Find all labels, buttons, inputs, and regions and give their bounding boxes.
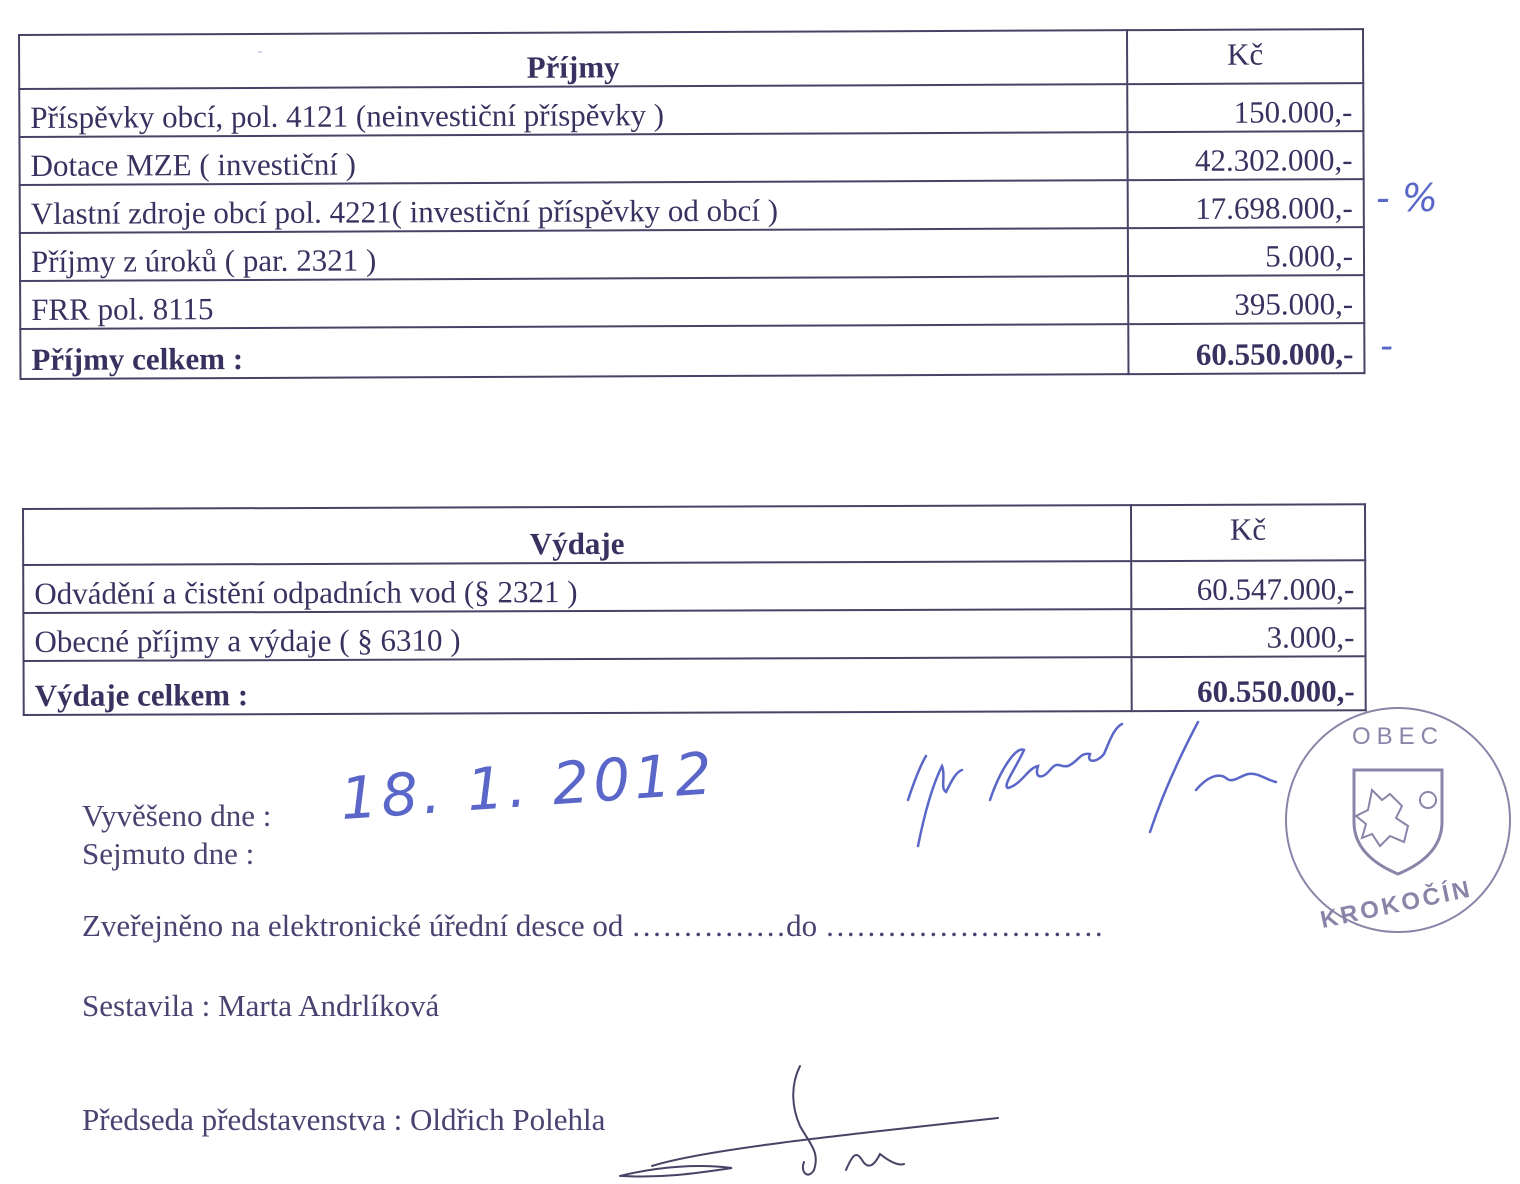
compiled-by: Sestavila : Marta Andrlíková: [82, 988, 440, 1023]
posted-label: Vyvěšeno dne :: [82, 798, 272, 833]
income-row-label: Příspěvky obcí, pol. 4121 (neinvestiční příspěvky ): [19, 84, 1127, 137]
margin-mark-dash: -: [1380, 326, 1393, 367]
signature-lower: [620, 1066, 998, 1177]
income-row-amount: 17.698.000,-: [1128, 179, 1364, 228]
expense-row-label: Obecné příjmy a výdaje ( § 6310 ): [23, 609, 1131, 661]
income-heading: Příjmy: [19, 30, 1127, 89]
removed-label: Sejmuto dne :: [82, 836, 255, 871]
margin-mark-percent: - %: [1376, 176, 1438, 220]
stamp-bottom-text: KROKOČÍN: [1317, 875, 1475, 934]
income-row-label: Příjmy z úroků ( par. 2321 ): [20, 228, 1128, 281]
income-row-amount: 150.000,-: [1127, 83, 1363, 132]
income-row-label: Vlastní zdroje obcí pol. 4221( investiční příspěvky od obcí ): [20, 180, 1128, 233]
stamp-top-text: OBEC: [1351, 723, 1445, 750]
published-text: Zveřejněno na elektronické úřední desce od ……………do ………………………: [82, 908, 1104, 943]
expense-row-amount: 60.547.000,-: [1131, 560, 1365, 609]
expense-row-label: Odvádění a čistění odpadních vod (§ 2321 ): [23, 561, 1131, 613]
income-currency-header: Kč: [1127, 29, 1363, 84]
expense-total-amount: 60.550.000,-: [1132, 656, 1366, 711]
expense-row-amount: 3.000,-: [1131, 608, 1365, 657]
income-row-amount: 5.000,-: [1128, 227, 1364, 276]
expense-heading: Výdaje: [23, 505, 1131, 565]
income-total-amount: 60.550.000,-: [1128, 323, 1364, 374]
income-row-amount: 395.000,-: [1128, 275, 1364, 324]
income-row-label: FRR pol. 8115: [20, 276, 1128, 329]
signature-upper: [908, 722, 1276, 846]
expense-total-label: Výdaje celkem :: [24, 657, 1132, 715]
handwritten-date: 18. 1. 2012: [338, 738, 718, 834]
expense-currency-header: Kč: [1131, 504, 1365, 561]
income-row-amount: 42.302.000,-: [1127, 131, 1363, 180]
income-row-label: Dotace MZE ( investiční ): [19, 132, 1127, 185]
chairman: Předseda představenstva : Oldřich Polehla: [82, 1102, 606, 1137]
income-total-label: Příjmy celkem :: [20, 324, 1128, 379]
